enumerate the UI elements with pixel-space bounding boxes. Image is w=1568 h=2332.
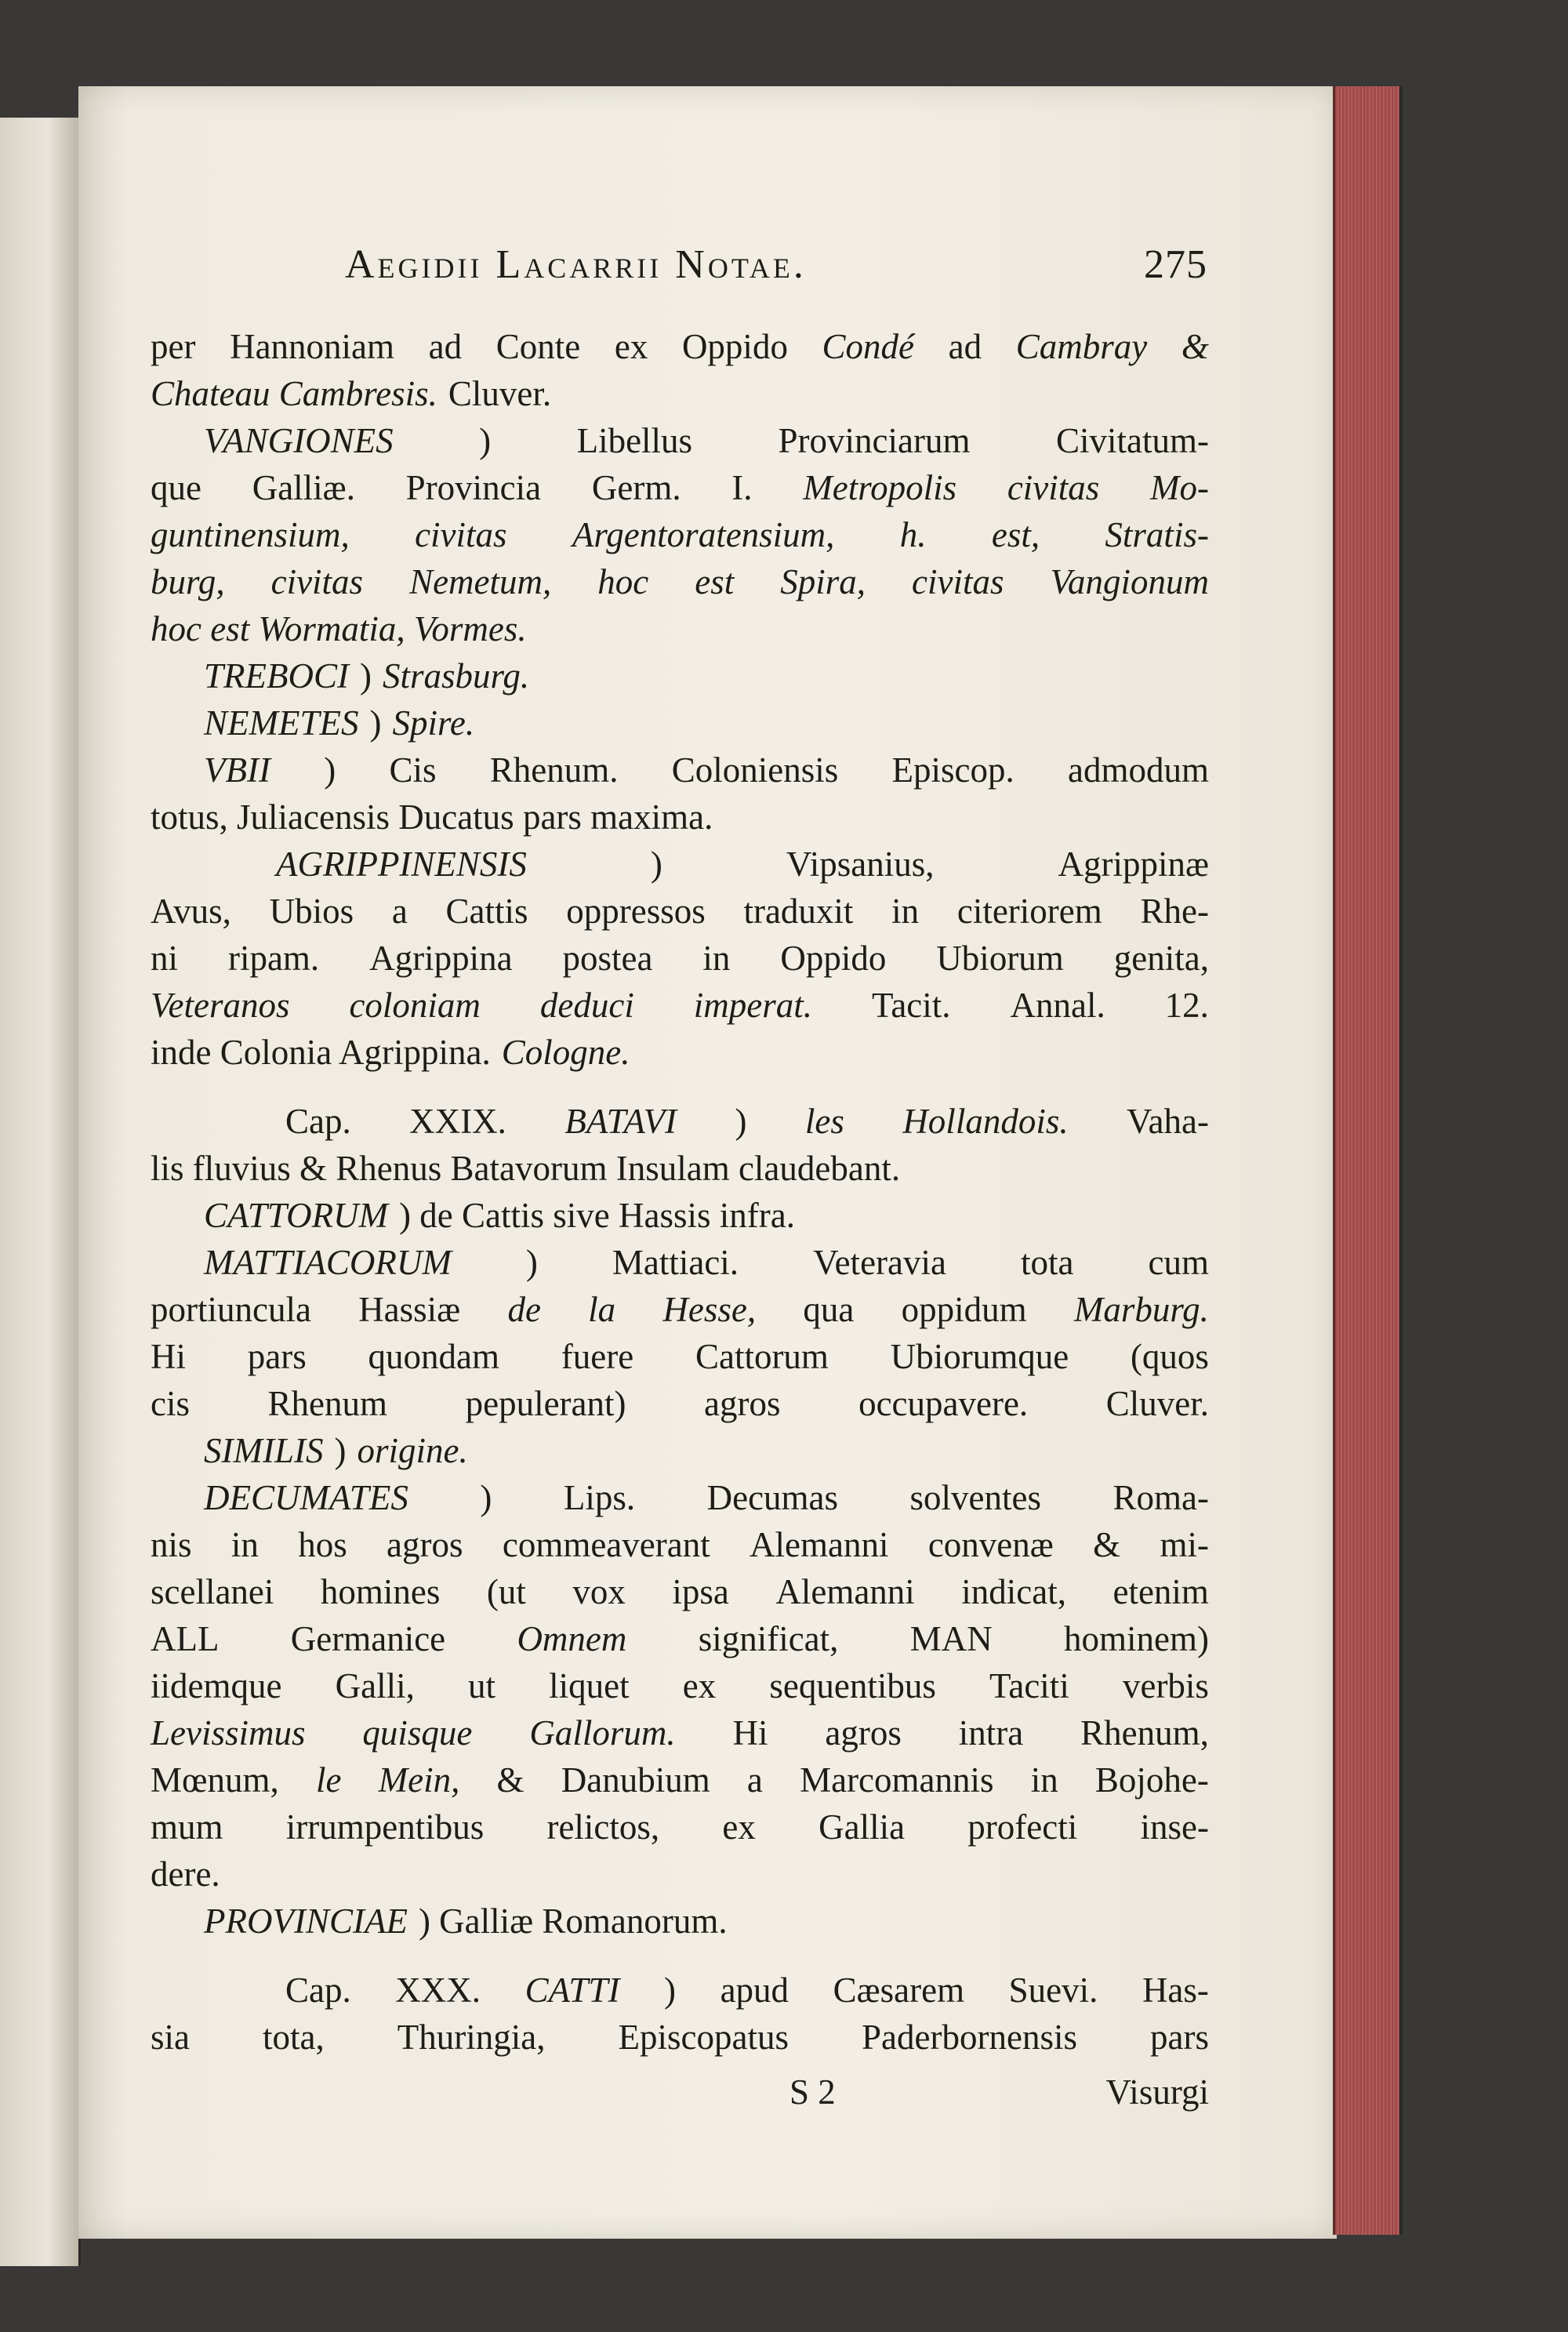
text-line — [151, 1615, 1209, 1662]
word: homines — [320, 1572, 441, 1611]
italic-run: SIMILIS — [204, 1431, 324, 1470]
italic-word: DECUMATES — [204, 1478, 408, 1517]
word: profecti — [967, 1807, 1078, 1847]
word: commeaverant — [502, 1525, 710, 1564]
word: Has- — [1142, 1971, 1209, 2010]
word: liquet — [549, 1666, 630, 1705]
word: XXX. — [395, 1971, 481, 2010]
word: convenæ — [927, 1525, 1054, 1564]
italic-word: burg, — [151, 562, 225, 601]
italic-run: Spire. — [392, 703, 475, 743]
word: per — [151, 327, 196, 366]
word: Roma- — [1112, 1478, 1209, 1517]
italic-run: TREBOCI — [204, 656, 349, 696]
italic-word: Spira, — [780, 562, 866, 601]
text-line — [151, 605, 1209, 652]
word: Ubios — [269, 892, 354, 931]
italic-run: NEMETES — [204, 703, 359, 743]
text-line — [151, 888, 1209, 935]
word: Mattiaci. — [612, 1243, 739, 1282]
italic-run: PROVINCIAE — [204, 1902, 408, 1941]
word: Rhenum. — [489, 750, 619, 790]
italic-run: origine. — [357, 1431, 468, 1470]
word: Annal. — [1010, 986, 1105, 1025]
page-block-edge — [1333, 86, 1403, 2235]
word: in — [702, 939, 731, 978]
word: ) — [480, 1478, 492, 1517]
word: nis — [151, 1525, 192, 1564]
word: indicat, — [961, 1572, 1066, 1611]
italic-word: de — [507, 1290, 541, 1329]
word: tota, — [263, 2018, 325, 2057]
word: Suevi. — [1008, 1971, 1098, 2010]
word: sequentibus — [769, 1666, 936, 1705]
word: Libellus — [576, 421, 693, 460]
running-header — [345, 242, 1207, 304]
word: agros — [704, 1384, 781, 1423]
text-line — [151, 1286, 1209, 1333]
word: & — [1093, 1525, 1121, 1564]
text-run: ) — [334, 1431, 347, 1470]
word: pars — [247, 1337, 307, 1376]
word: in — [1030, 1760, 1058, 1800]
word: vox — [572, 1572, 626, 1611]
text-run: ) — [360, 656, 372, 696]
italic-word: hoc — [597, 562, 649, 601]
italic-word: VANGIONES — [204, 421, 394, 460]
word: relictos, — [546, 1807, 660, 1847]
word: ) — [650, 845, 662, 884]
text-line — [151, 1380, 1209, 1427]
text-line — [151, 1333, 1209, 1380]
italic-word: Mo- — [1150, 468, 1209, 507]
word: etenim — [1112, 1572, 1209, 1611]
word: Oppido — [780, 939, 887, 978]
word: verbis — [1122, 1666, 1209, 1705]
italic-word: coloniam — [349, 986, 481, 1025]
word: ex — [682, 1666, 717, 1705]
word: Decumas — [706, 1478, 839, 1517]
word: Cis — [389, 750, 437, 790]
word: oppressos — [566, 892, 706, 931]
word: ex — [614, 327, 648, 366]
bottom-margin — [78, 2125, 1337, 2235]
word: Alemanni — [775, 1572, 915, 1611]
word: ) — [479, 421, 492, 460]
text-line — [151, 1098, 1209, 1145]
italic-word: quisque — [362, 1713, 473, 1753]
page-footer — [151, 2069, 1209, 2116]
text-run: lis fluvius & Rhenus Batavorum Insulam claudebant. — [151, 1149, 901, 1188]
text-run: dere. — [151, 1854, 220, 1894]
italic-run: Chateau Cambresis. — [151, 374, 437, 413]
word: Provinciarum — [778, 421, 971, 460]
word: Vipsanius, — [786, 845, 935, 884]
facing-page-edge — [0, 118, 81, 2266]
text-line — [151, 1192, 1209, 1239]
word: ) — [735, 1102, 747, 1141]
italic-word: Cambray — [1015, 327, 1148, 366]
italic-word: AGRIPPINENSIS — [276, 845, 527, 884]
word: Veteravia — [813, 1243, 946, 1282]
word: Gallia — [818, 1807, 906, 1847]
word: Taciti — [989, 1666, 1069, 1705]
word: Galli, — [335, 1666, 415, 1705]
word: Germ. — [591, 468, 681, 507]
word: Cap. — [285, 1102, 351, 1141]
word: scellanei — [151, 1572, 274, 1611]
word: Mœnum, — [151, 1760, 279, 1800]
italic-word: Marburg. — [1073, 1290, 1209, 1329]
word: Vaha- — [1127, 1102, 1209, 1141]
word: ut — [467, 1666, 495, 1705]
text-line — [151, 935, 1209, 982]
word: Rhe- — [1140, 892, 1209, 931]
word: Coloniensis — [671, 750, 839, 790]
word: MAN — [909, 1619, 993, 1658]
word: Conte — [495, 327, 581, 366]
italic-word: Hesse, — [662, 1290, 757, 1329]
text-run: ) Galliæ Romanorum. — [418, 1902, 728, 1941]
word: Agrippinæ — [1058, 845, 1209, 884]
italic-word: le — [315, 1760, 342, 1800]
text-line — [151, 511, 1209, 558]
italic-word: VBII — [204, 750, 270, 790]
text-run: ) — [369, 703, 382, 743]
italic-word: la — [588, 1290, 616, 1329]
word: pars — [1150, 2018, 1209, 2057]
italic-word: est, — [991, 515, 1040, 554]
text-line — [151, 1967, 1209, 2014]
word: quondam — [368, 1337, 499, 1376]
italic-word: Nemetum, — [409, 562, 552, 601]
text-line — [151, 699, 1209, 746]
italic-word: CATTI — [524, 1971, 620, 2010]
word: Avus, — [151, 892, 231, 931]
word: (quos — [1130, 1337, 1209, 1376]
word: Ubiorumque — [890, 1337, 1069, 1376]
italic-word: civitas — [270, 562, 364, 601]
word: Hi — [151, 1337, 186, 1376]
word: ad — [428, 327, 463, 366]
text-run: inde Colonia Agrippina. — [151, 1033, 491, 1072]
word: I. — [731, 468, 753, 507]
word: 12. — [1164, 986, 1209, 1025]
italic-word: Stratis- — [1105, 515, 1209, 554]
text-line — [151, 1145, 1209, 1192]
word: sia — [151, 2018, 190, 2057]
word: fuere — [561, 1337, 634, 1376]
word: ripam. — [227, 939, 320, 978]
word: iidemque — [151, 1666, 282, 1705]
word: Danubium — [561, 1760, 710, 1800]
word: Cluver. — [1105, 1384, 1209, 1423]
italic-word: Veteranos — [151, 986, 290, 1025]
italic-word: Omnem — [517, 1619, 627, 1658]
word: Galliæ. — [252, 468, 355, 507]
word: Bojohe- — [1094, 1760, 1209, 1800]
italic-word: civitas — [912, 562, 1004, 601]
word: ni — [151, 939, 179, 978]
word: mi- — [1160, 1525, 1209, 1564]
italic-word: BATAVI — [564, 1102, 677, 1141]
word: Alemanni — [750, 1525, 889, 1564]
italic-word: Hollandois. — [902, 1102, 1069, 1141]
italic-word: Vangionum — [1050, 562, 1209, 601]
word: genita, — [1113, 939, 1209, 978]
word: ) — [324, 750, 336, 790]
italic-word: imperat. — [693, 986, 813, 1025]
word: Tacit. — [871, 986, 951, 1025]
body-text — [151, 323, 1209, 2061]
text-line — [151, 1803, 1209, 1851]
word: Provincia — [405, 468, 542, 507]
text-line — [151, 464, 1209, 511]
text-run: Cluver. — [448, 374, 552, 413]
italic-run: hoc est Wormatia, Vormes. — [151, 609, 527, 648]
text-line — [151, 1521, 1209, 1568]
word: (ut — [486, 1572, 526, 1611]
word: ipsa — [672, 1572, 729, 1611]
text-run: totus, Juliacensis Ducatus pars maxima. — [151, 797, 713, 837]
text-line — [151, 1239, 1209, 1286]
word: occupavere. — [858, 1384, 1029, 1423]
italic-word: Argentoratensium, — [572, 515, 835, 554]
word: ALL — [151, 1619, 220, 1658]
word: Hi — [732, 1713, 768, 1753]
text-line — [151, 2014, 1209, 2061]
running-title: Aegidii Lacarrii Notae. — [345, 242, 807, 287]
word: portiuncula — [151, 1290, 311, 1329]
word: citeriorem — [956, 892, 1102, 931]
text-line — [151, 1756, 1209, 1803]
italic-word: MATTIACORUM — [204, 1243, 452, 1282]
italic-word: Condé — [822, 327, 915, 366]
word: Civitatum- — [1055, 421, 1209, 460]
word: Cap. — [285, 1971, 351, 2010]
word: & — [496, 1760, 524, 1800]
word: Hannoniam — [230, 327, 395, 366]
text-run: ) de Cattis sive Hassis infra. — [399, 1196, 795, 1235]
word: in — [230, 1525, 259, 1564]
word: Oppido — [681, 327, 788, 366]
italic-word: h. — [899, 515, 927, 554]
text-line — [151, 1662, 1209, 1709]
italic-word: Gallorum. — [529, 1713, 676, 1753]
word: agros — [387, 1525, 463, 1564]
word: Germanice — [290, 1619, 446, 1658]
word: admodum — [1068, 750, 1209, 790]
italic-word: les — [804, 1102, 844, 1141]
text-line — [151, 746, 1209, 794]
word: XXIX. — [409, 1102, 506, 1141]
italic-word: & — [1181, 327, 1209, 366]
italic-run: Cologne. — [501, 1033, 630, 1072]
text-line — [151, 1898, 1209, 1945]
word: pepulerant) — [465, 1384, 626, 1423]
text-line — [151, 1029, 1209, 1076]
word: Rhenum, — [1080, 1713, 1209, 1753]
word: in — [891, 892, 920, 931]
word: Episcopatus — [618, 2018, 789, 2057]
word: Episcop. — [891, 750, 1014, 790]
book-page — [78, 86, 1337, 2239]
word: Marcomannis — [800, 1760, 994, 1800]
word: postea — [562, 939, 653, 978]
word: Cæsarem — [833, 1971, 965, 2010]
word: Paderbornensis — [862, 2018, 1077, 2057]
text-line — [151, 558, 1209, 605]
page-number: 275 — [1144, 242, 1207, 287]
text-line — [151, 1427, 1209, 1474]
italic-word: est — [695, 562, 735, 601]
word: agros — [825, 1713, 902, 1753]
word: Ubiorum — [936, 939, 1064, 978]
word: hominem) — [1063, 1619, 1209, 1658]
text-line — [151, 982, 1209, 1029]
text-line — [151, 1851, 1209, 1898]
word: ex — [722, 1807, 756, 1847]
text-line — [151, 1568, 1209, 1615]
italic-word: guntinensium, — [151, 515, 350, 554]
italic-word: civitas — [415, 515, 507, 554]
text-line — [151, 841, 1209, 888]
text-line — [151, 370, 1209, 417]
word: tota — [1021, 1243, 1074, 1282]
italic-word: Levissimus — [151, 1713, 306, 1753]
word: traduxit — [743, 892, 854, 931]
text-line — [151, 1709, 1209, 1756]
word: Lips. — [563, 1478, 636, 1517]
catchword: Visurgi — [1105, 2072, 1209, 2112]
italic-run: CATTORUM — [204, 1196, 389, 1235]
word: Rhenum — [267, 1384, 388, 1423]
word: ) — [525, 1243, 538, 1282]
word: oppidum — [901, 1290, 1027, 1329]
italic-word: civitas — [1007, 468, 1100, 507]
word: mum — [151, 1807, 223, 1847]
text-line — [151, 794, 1209, 841]
word: hos — [298, 1525, 347, 1564]
word: intra — [958, 1713, 1024, 1753]
text-line — [151, 1474, 1209, 1521]
word: Agrippina — [369, 939, 513, 978]
text-line — [151, 323, 1209, 370]
text-line — [151, 652, 1209, 699]
word: irrumpentibus — [285, 1807, 485, 1847]
word: a — [746, 1760, 763, 1800]
word: inse- — [1140, 1807, 1209, 1847]
word: Cattis — [445, 892, 528, 931]
word: significat, — [698, 1619, 839, 1658]
word: cum — [1148, 1243, 1209, 1282]
word: ad — [948, 327, 982, 366]
word: a — [391, 892, 408, 931]
signature-mark: S 2 — [789, 2072, 836, 2112]
italic-word: Mein, — [378, 1760, 460, 1800]
word: solventes — [909, 1478, 1042, 1517]
word: apud — [720, 1971, 789, 2010]
word: Thuringia, — [397, 2018, 546, 2057]
word: cis — [151, 1384, 190, 1423]
word: Hassiæ — [358, 1290, 461, 1329]
italic-run: Strasburg. — [383, 656, 530, 696]
text-line — [151, 417, 1209, 464]
word: qua — [803, 1290, 855, 1329]
word: ) — [664, 1971, 677, 2010]
word: que — [151, 468, 201, 507]
word: Cattorum — [695, 1337, 829, 1376]
italic-word: deduci — [539, 986, 634, 1025]
italic-word: Metropolis — [803, 468, 957, 507]
